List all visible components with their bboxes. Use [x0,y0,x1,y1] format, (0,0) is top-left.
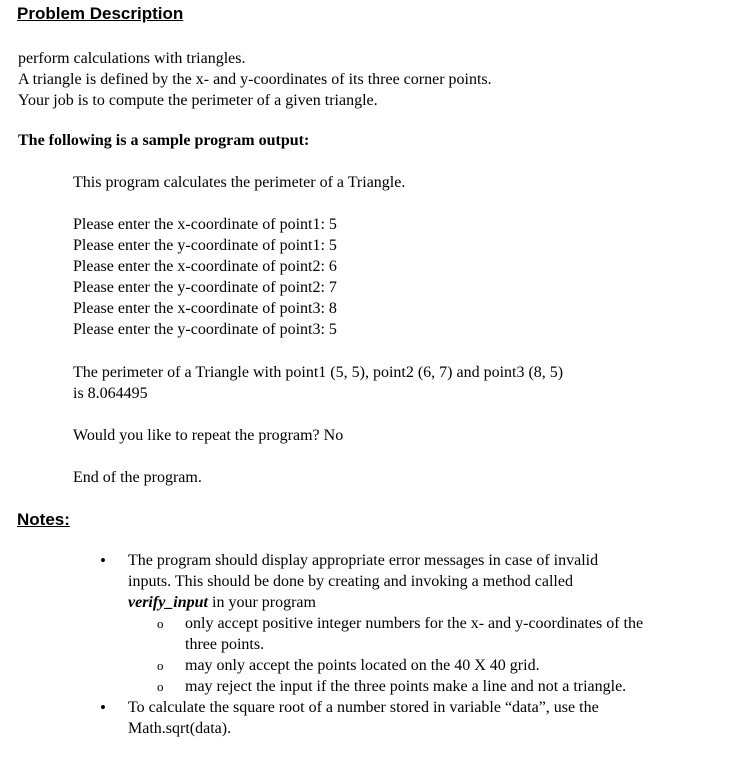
notes-list [100,550,700,739]
sample-repeat-prompt: Would you like to repeat the program? No [73,427,344,444]
sample-intro: This program calculates the perimeter of a Triangle. [73,174,406,191]
problem-description-heading: Problem Description [17,4,184,23]
problem-line: A triangle is defined by the x- and y-coordinates of its three corner points. [18,71,492,88]
note-text: • The program should display appropriate error messages in case of invalid [128,552,599,569]
sample-output-title: The following is a sample program output: [18,132,310,149]
note-subitem: o only accept positive integer numbers for the x- and y-coordinates of the three points. [128,613,665,655]
note-text: • To calculate the square root of a number stored in variable “data”, use the [128,699,599,716]
prompt-line: Please enter the x-coordinate of point1: 5 [73,216,337,233]
note-text: Math.sqrt(data). [128,720,232,737]
result-line: The perimeter of a Triangle with point1 (5, 5), point2 (6, 7) and point3 (8, 5) [73,364,564,381]
result-line: is 8.064495 [73,385,148,402]
note-subitem: o may reject the input if the three points make a line and not a triangle. [128,676,665,697]
notes-heading: Notes: [17,510,70,529]
prompt-line: Please enter the x-coordinate of point2: 6 [73,258,337,275]
prompt-line: Please enter the y-coordinate of point3: 5 [73,321,337,338]
sample-result [73,362,693,404]
note-subitem: o may only accept the points located on the 40 X 40 grid. [128,655,665,676]
note-item [100,697,700,739]
method-name: verify_input [128,594,208,611]
prompt-line: Please enter the y-coordinate of point1: 5 [73,237,337,254]
problem-line: Your job is to compute the perimeter of a given triangle. [18,92,378,109]
prompt-line: Please enter the y-coordinate of point2: 7 [73,279,337,296]
note-item [100,550,700,697]
problem-description-text [18,48,492,111]
sample-end: End of the program. [73,469,202,486]
note-text-rest: in your program [208,594,316,611]
problem-line: perform calculations with triangles. [18,50,246,67]
prompt-line: Please enter the x-coordinate of point3: 8 [73,300,337,317]
sample-prompts [73,214,693,340]
note-sublist [128,613,700,697]
note-text [128,592,700,613]
note-text: inputs. This should be done by creating and invoking a method called [128,573,573,590]
